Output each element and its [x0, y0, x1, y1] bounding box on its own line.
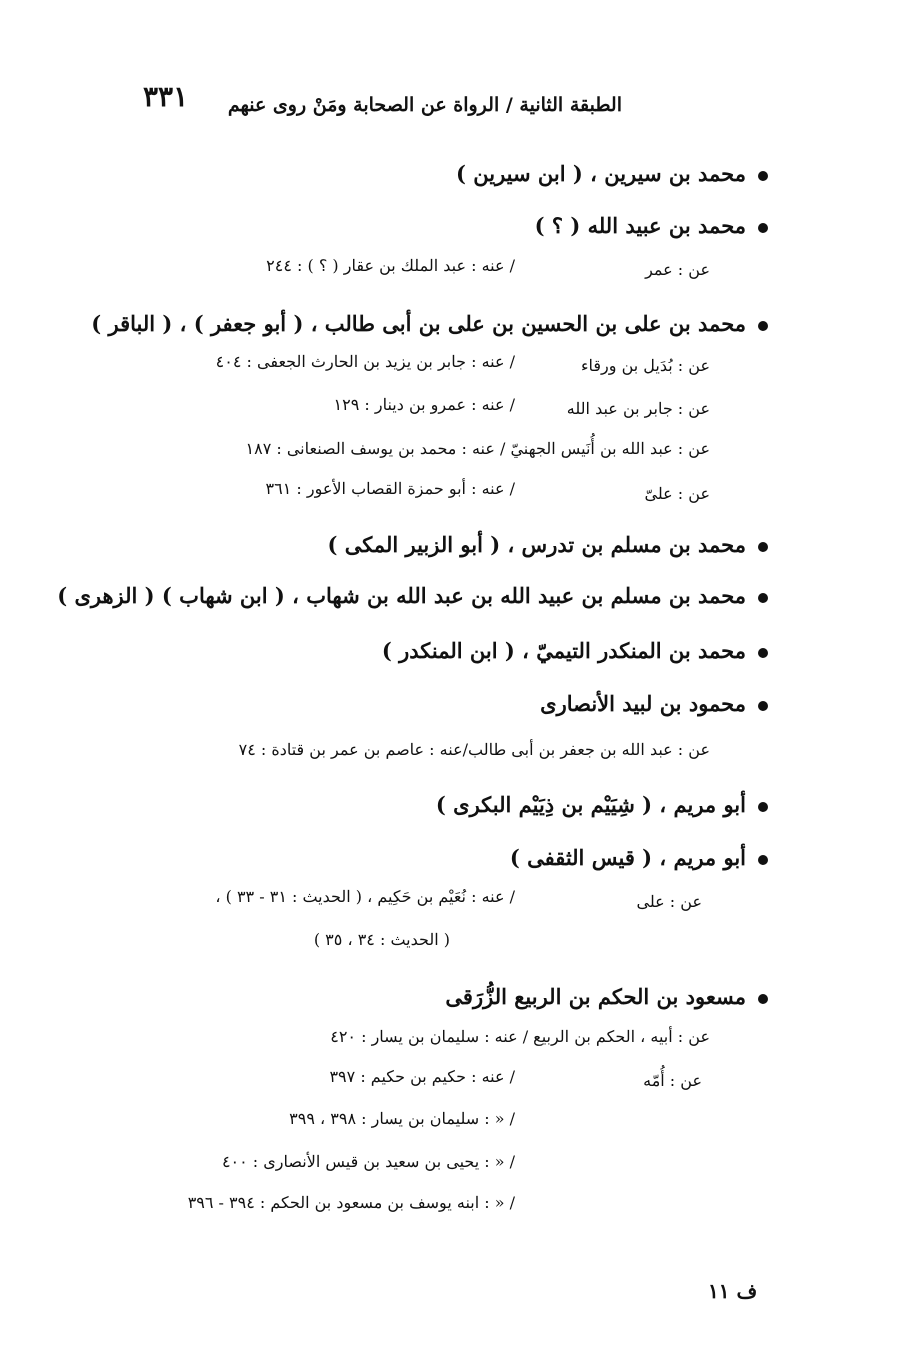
narrator-from: عن : جابر بن عبد الله — [566, 399, 710, 418]
bullet-icon — [758, 321, 768, 331]
entry-heading: محمد بن مسلم بن عبيد الله بن عبد الله بن شهاب ، ( ابن شهاب ) ( الزهرى ) — [57, 583, 768, 608]
narrator-line: عن : عبد الله بن جعفر بن أبى طالب/عنه : عاصم بن عمر بن قتادة : ٧٤ — [238, 740, 710, 759]
bullet-icon — [758, 802, 768, 812]
bullet-icon — [758, 994, 768, 1004]
narrator-to: / عنه : أبو حمزة القصاب الأعور : ٣٦١ — [265, 479, 515, 498]
narrator-to: / عنه : حكيم بن حكيم : ٣٩٧ — [329, 1067, 515, 1086]
entry-heading: محمد بن المنكدر التيميّ ، ( ابن المنكدر ) — [382, 638, 768, 663]
page-number: ٣٣١ — [143, 80, 189, 113]
narrator-from: عن : بُدَيل بن ورقاء — [580, 356, 710, 375]
bullet-icon — [758, 855, 768, 865]
narrator-to: / « : سليمان بن يسار : ٣٩٨ ، ٣٩٩ — [289, 1109, 515, 1128]
narrator-continuation: ( الحديث : ٣٤ ، ٣٥ ) — [313, 930, 450, 949]
narrator-line: عن : أبيه ، الحكم بن الربيع / عنه : سليمان بن يسار : ٤٢٠ — [330, 1027, 710, 1046]
narrator-to: / عنه : عبد الملك بن عقار ( ؟ ) : ٢٤٤ — [266, 256, 515, 275]
bullet-icon — [758, 648, 768, 658]
bullet-icon — [758, 593, 768, 603]
bullet-icon — [758, 701, 768, 711]
narrator-line: عن : عبد الله بن أُنَيس الجهنيّ / عنه : محمد بن يوسف الصنعانى : ١٨٧ — [245, 439, 710, 458]
bullet-icon — [758, 171, 768, 181]
narrator-to: / « : ابنه يوسف بن مسعود بن الحكم : ٣٩٤ - ٣٩٦ — [187, 1193, 515, 1212]
narrator-from: عن : على — [636, 892, 702, 911]
narrator-from: عن : علىّ — [644, 484, 710, 503]
narrator-to: / عنه : جابر بن يزيد بن الحارث الجعفى : ٤٠٤ — [215, 352, 515, 371]
narrator-to: / عنه : نُعَيْم بن حَكِيم ، ( الحديث : ٣١ - ٣٣ ) ، — [215, 887, 515, 906]
narrator-from: عن : أُمّه — [643, 1071, 702, 1090]
entry-heading: أبو مريم ، ( شِيَيْم بن ذِيَيْم البكرى ) — [436, 792, 768, 817]
entry-heading: مسعود بن الحكم بن الربيع الزُّرَقى — [445, 984, 768, 1009]
entry-heading: محمد بن عبيد الله ( ؟ ) — [535, 213, 768, 238]
entry-heading: محمد بن سيرين ، ( ابن سيرين ) — [456, 161, 768, 186]
narrator-from: عن : عمر — [645, 260, 710, 279]
entry-heading: أبو مريم ، ( قيس الثقفى ) — [510, 845, 768, 870]
running-header: الطبقة الثانية / الرواة عن الصحابة ومَنْ روى عنهم — [227, 94, 622, 116]
bullet-icon — [758, 542, 768, 552]
bullet-icon — [758, 223, 768, 233]
entry-heading: محمود بن لبيد الأنصارى — [540, 691, 768, 716]
entry-heading: محمد بن على بن الحسين بن على بن أبى طالب ، ( أبو جعفر ) ، ( الباقر ) — [91, 311, 768, 336]
narrator-to: / « : يحيى بن سعيد بن قيس الأنصارى : ٤٠٠ — [221, 1152, 515, 1171]
signature-mark: ف ١١ — [708, 1279, 758, 1303]
entry-heading: محمد بن مسلم بن تدرس ، ( أبو الزبير المكى ) — [327, 532, 768, 557]
narrator-to: / عنه : عمرو بن دينار : ١٢٩ — [333, 395, 515, 414]
